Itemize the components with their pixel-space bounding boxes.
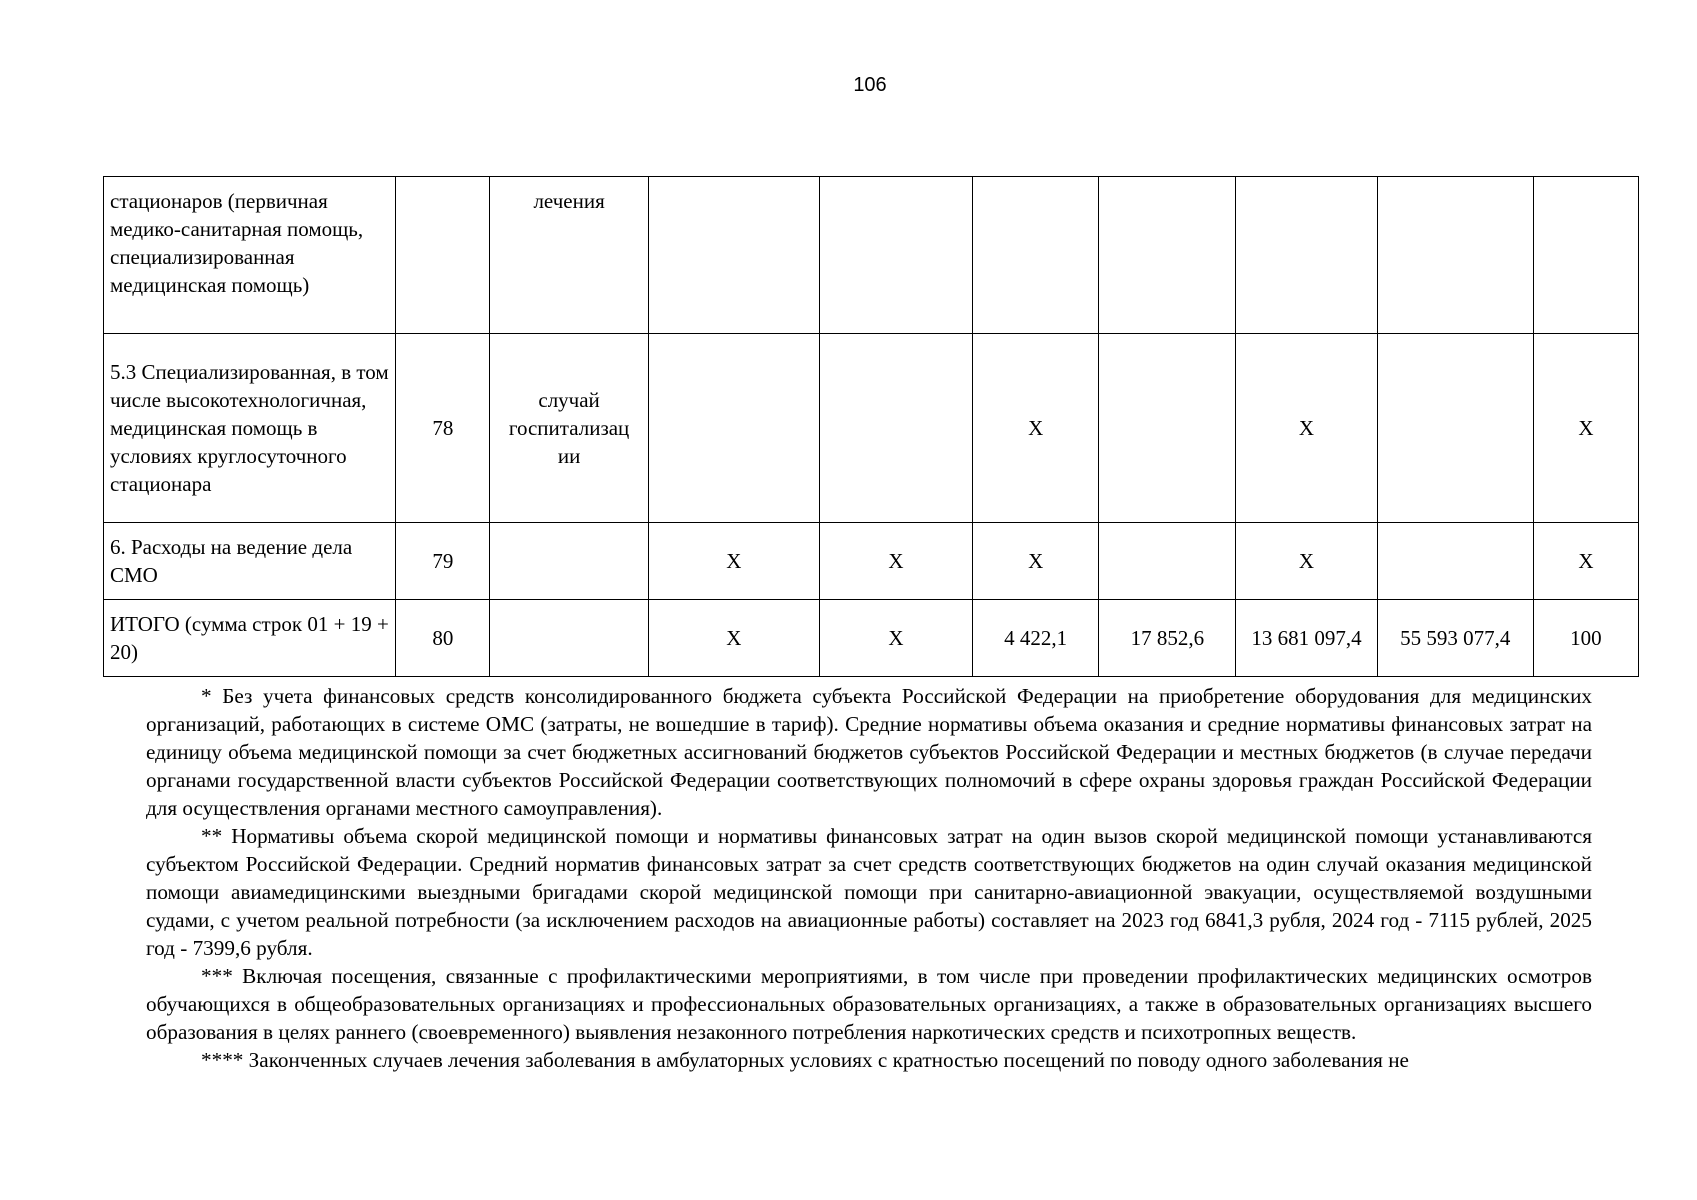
table-cell: X: [973, 334, 1099, 523]
table-cell: X: [973, 523, 1099, 600]
table-cell: [1099, 334, 1236, 523]
table-cell: [1099, 523, 1236, 600]
table-cell: 55 593 077,4: [1377, 600, 1533, 677]
table-cell: [1533, 177, 1638, 334]
table-cell: 13 681 097,4: [1236, 600, 1377, 677]
financing-table: [103, 176, 1639, 677]
footnote-4: **** Законченных случаев лечения заболевания в амбулаторных условиях с кратностью посещений по поводу одного заболевания не: [201, 1048, 1409, 1072]
table-row-continuation: [104, 177, 1639, 334]
table-cell: X: [1533, 523, 1638, 600]
footnote-3: *** Включая посещения, связанные с профилактическими мероприятиями, в том числе при проведении профилактических медицинских осмотров обучающихся в общеобразовательных организациях и профессиональных образовательных организациях, а также в образовательных организациях высшего образования в целях раннего (своевременного) выявления незаконного потребления наркотических средств и психотропных веществ.: [146, 964, 1592, 1044]
table-cell: X: [1236, 523, 1377, 600]
table-cell: X: [648, 523, 819, 600]
page-number: 106: [853, 74, 887, 96]
table-cell: X: [1236, 334, 1377, 523]
table-cell: 100: [1533, 600, 1638, 677]
table-cell-name: ИТОГО (сумма строк 01 + 19 + 20): [104, 600, 396, 677]
table-cell: [1377, 334, 1533, 523]
table-cell-line-number: 80: [396, 600, 490, 677]
table-cell-name: 5.3 Специализированная, в том числе высокотехнологичная, медицинская помощь в условиях круглосуточного стационара: [104, 334, 396, 523]
table-cell-unit: лечения: [490, 177, 648, 334]
table-cell: [973, 177, 1099, 334]
table-cell: 17 852,6: [1099, 600, 1236, 677]
table-cell-line-number: 79: [396, 523, 490, 600]
table-cell: [1099, 177, 1236, 334]
table-cell-name: стационаров (первичная медико-санитарная помощь, специализированная медицинская помощь): [104, 177, 396, 334]
table-cell: [819, 177, 972, 334]
table-cell-unit: [490, 600, 648, 677]
table-row-5-3: [104, 334, 1639, 523]
footnote-1: * Без учета финансовых средств консолидированного бюджета субъекта Российской Федерации на приобретение оборудования для медицинских организаций, работающих в системе ОМС (затраты, не вошедшие в тариф). Средние нормативы объема оказания и средние нормативы финансовых затрат на единицу объема медицинской помощи за счет бюджетных ассигнований бюджетов субъектов Российской Федерации и местных бюджетов (в случае передачи органами государственной власти субъектов Российской Федерации соответствующих полномочий в сфере охраны здоровья граждан Российской Федерации для осуществления органами местного самоуправления).: [146, 684, 1592, 820]
table-cell: [648, 334, 819, 523]
table-cell: [648, 177, 819, 334]
table-cell: [1377, 523, 1533, 600]
footnotes: [146, 682, 1592, 1074]
table-cell: [1377, 177, 1533, 334]
table-cell-line-number: 78: [396, 334, 490, 523]
table-cell-name: 6. Расходы на ведение дела СМО: [104, 523, 396, 600]
table-cell-unit: случай госпитализац ии: [490, 334, 648, 523]
table-cell: X: [819, 523, 972, 600]
table-cell: 4 422,1: [973, 600, 1099, 677]
table-cell: [1236, 177, 1377, 334]
table-cell-line-number: [396, 177, 490, 334]
table-cell: X: [819, 600, 972, 677]
table-row-total: [104, 600, 1639, 677]
table-cell: X: [1533, 334, 1638, 523]
table-row-6: [104, 523, 1639, 600]
footnote-2: ** Нормативы объема скорой медицинской помощи и нормативы финансовых затрат на один вызов скорой медицинской помощи устанавливаются субъектом Российской Федерации. Средний норматив финансовых затрат за счет средств соответствующих бюджетов на один случай оказания медицинской помощи авиамедицинскими выездными бригадами скорой медицинской помощи при санитарно-авиационной эвакуации, осуществляемой воздушными судами, с учетом реальной потребности (за исключением расходов на авиационные работы) составляет на 2023 год 6841,3 рубля, 2024 год - 7115 рублей, 2025 год - 7399,6 рубля.: [146, 824, 1592, 960]
table-cell: [819, 334, 972, 523]
table-cell: X: [648, 600, 819, 677]
table-cell-unit: [490, 523, 648, 600]
